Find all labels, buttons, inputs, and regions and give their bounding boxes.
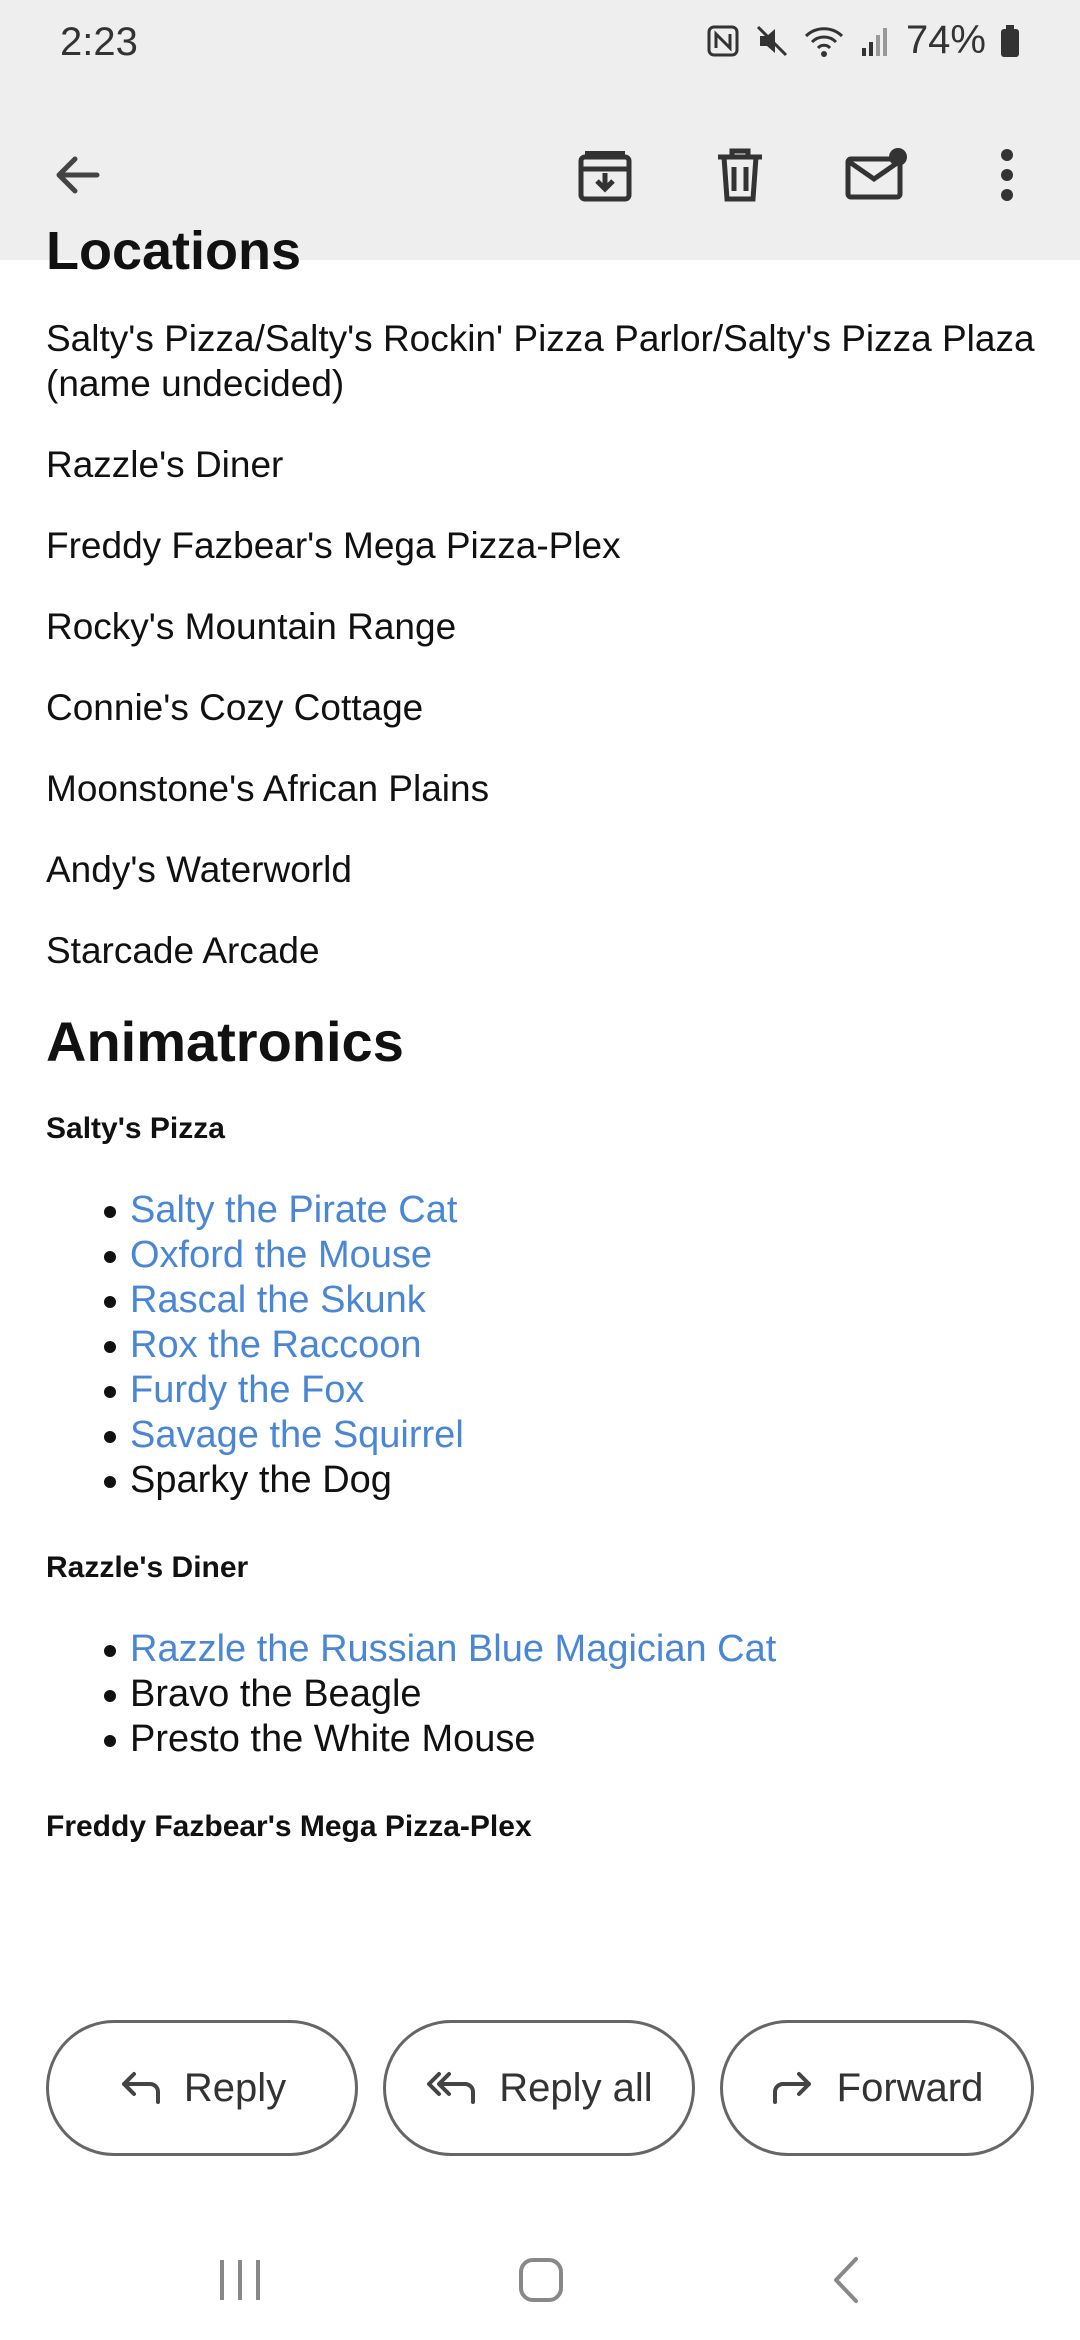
saltys-list: [46, 1188, 1036, 1503]
battery-percent: 74%: [905, 18, 986, 62]
list-item: Sparky the Dog: [130, 1458, 1036, 1503]
location-item: Razzle's Diner: [46, 444, 284, 485]
home-button[interactable]: [496, 2250, 586, 2310]
back-arrow-icon: [49, 147, 105, 203]
wifi-icon: [804, 24, 844, 58]
mark-unread-icon: [844, 145, 910, 205]
group-title-saltys: Salty's Pizza: [46, 1112, 225, 1145]
list-item-link[interactable]: Rox the Raccoon: [130, 1323, 1036, 1368]
reply-actions: [0, 1980, 1080, 2220]
reply-all-label: Reply all: [499, 2065, 653, 2110]
group-title-pizzaplex: Freddy Fazbear's Mega Pizza-Plex: [46, 1810, 532, 1843]
reply-icon: [118, 2070, 162, 2106]
reply-button[interactable]: [46, 2020, 358, 2156]
back-chevron-icon: [828, 2255, 862, 2305]
animatronics-heading: Animatronics: [46, 1010, 404, 1073]
delete-button[interactable]: [695, 130, 785, 220]
list-item-link[interactable]: Furdy the Fox: [130, 1368, 1036, 1413]
more-vert-icon: [997, 147, 1017, 203]
group-title-razzles: Razzle's Diner: [46, 1551, 249, 1584]
reply-label: Reply: [183, 2065, 287, 2110]
reply-all-button[interactable]: [383, 2020, 695, 2156]
trash-icon: [712, 145, 768, 205]
forward-label: Forward: [836, 2065, 984, 2110]
location-item: Salty's Pizza/Salty's Rockin' Pizza Parlor/Salty's Pizza Plaza (name undecided): [46, 318, 1035, 404]
mute-icon: [754, 23, 790, 59]
location-item: Moonstone's African Plains: [46, 768, 490, 809]
mark-unread-button[interactable]: [832, 130, 922, 220]
razzles-list: [46, 1627, 1036, 1762]
email-body[interactable]: [0, 221, 1080, 1980]
forward-button[interactable]: [720, 2020, 1034, 2156]
status-bar: [0, 0, 1080, 90]
archive-icon: [575, 145, 635, 205]
list-item-link[interactable]: Razzle the Russian Blue Magician Cat: [130, 1627, 1036, 1672]
recents-icon: [217, 2258, 263, 2302]
list-item-link[interactable]: Salty the Pirate Cat: [130, 1188, 1036, 1233]
signal-icon: [858, 24, 892, 58]
home-icon: [517, 2256, 565, 2304]
more-options-button[interactable]: [962, 130, 1052, 220]
location-item: Starcade Arcade: [46, 930, 320, 971]
system-nav-bar: [0, 2220, 1080, 2340]
list-item: Bravo the Beagle: [130, 1672, 1036, 1717]
reply-all-icon: [425, 2070, 477, 2106]
locations-heading: Locations: [46, 221, 302, 281]
back-button[interactable]: [32, 130, 122, 220]
status-time: 2:23: [60, 20, 138, 64]
recents-button[interactable]: [195, 2250, 285, 2310]
nfc-icon: [706, 24, 740, 58]
location-item: Rocky's Mountain Range: [46, 606, 457, 647]
forward-icon: [771, 2070, 815, 2106]
list-item-link[interactable]: Savage the Squirrel: [130, 1413, 1036, 1458]
battery-icon: [1000, 24, 1020, 58]
list-item-link[interactable]: Rascal the Skunk: [130, 1278, 1036, 1323]
location-item: Connie's Cozy Cottage: [46, 687, 424, 728]
back-nav-button[interactable]: [800, 2250, 890, 2310]
list-item: Presto the White Mouse: [130, 1717, 1036, 1762]
location-item: Freddy Fazbear's Mega Pizza-Plex: [46, 525, 621, 566]
list-item-link[interactable]: Oxford the Mouse: [130, 1233, 1036, 1278]
location-item: Andy's Waterworld: [46, 849, 352, 890]
email-body-inner: [46, 220, 1036, 1886]
status-icons: [706, 18, 1020, 63]
archive-button[interactable]: [560, 130, 650, 220]
